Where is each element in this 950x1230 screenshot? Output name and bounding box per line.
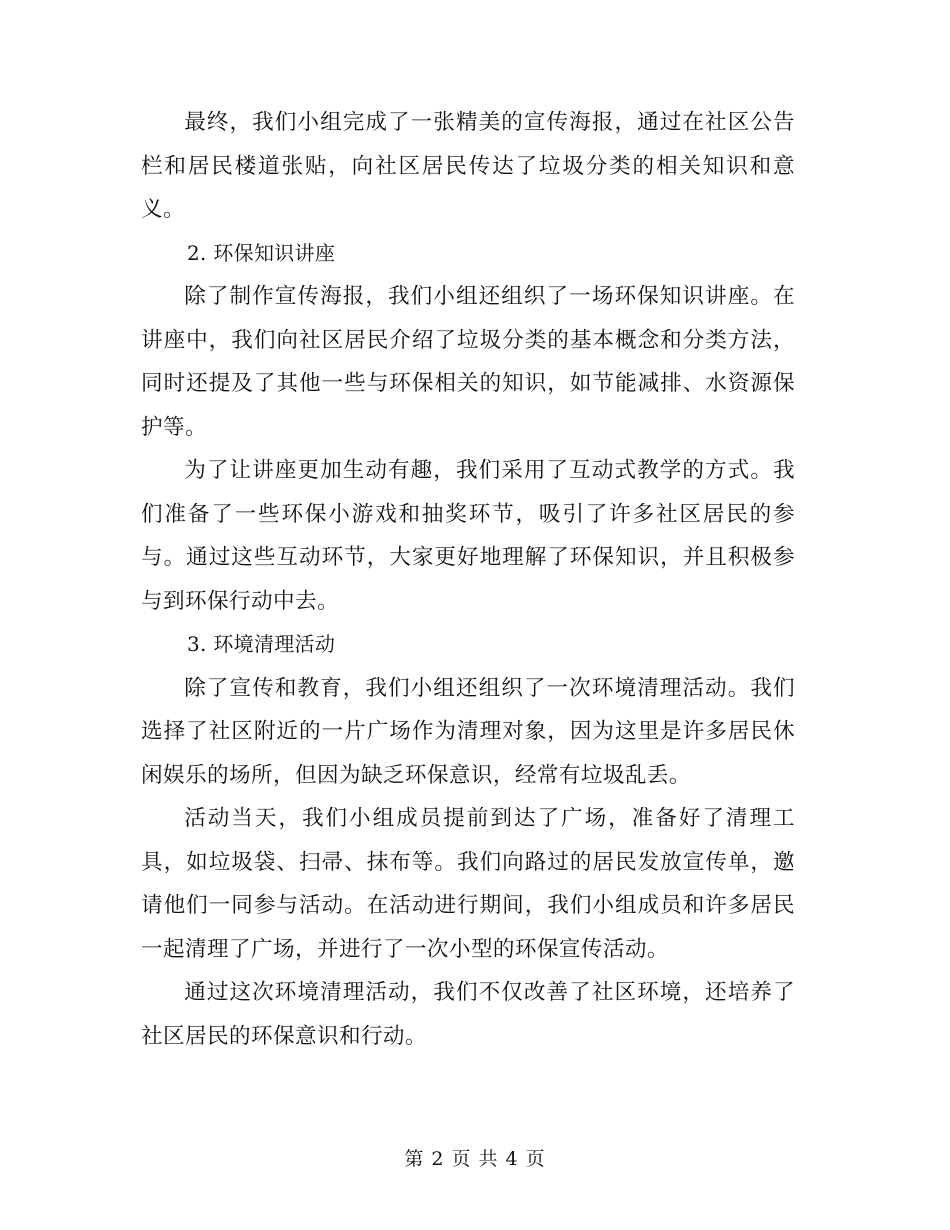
paragraph-lecture-interactive: 为了让讲座更加生动有趣，我们采用了互动式教学的方式。我们准备了一些环保小游戏和抽奖环节，吸引了许多社区居民的参与。通过这些互动环节，大家更好地理解了环保知识，并且积极参与到环保行动中去。 <box>141 458 795 614</box>
paragraph-cleanup-intro: 除了宣传和教育，我们小组还组织了一次环境清理活动。我们选择了社区附近的一片广场作为清理对象，因为这里是许多居民休闲娱乐的场所，但因为缺乏环保意识，经常有垃圾乱丢。 <box>141 675 795 788</box>
document-body <box>141 101 795 1058</box>
paragraph-cleanup-result: 通过这次环境清理活动，我们不仅改善了社区环境，还培养了社区居民的环保意识和行动。 <box>141 980 795 1049</box>
paragraph-cleanup-day: 活动当天，我们小组成员提前到达了广场，准备好了清理工具，如垃圾袋、扫帚、抹布等。我们向路过的居民发放宣传单，邀请他们一同参与活动。在活动进行期间，我们小组成员和许多居民一起清理了广场，并进行了一次小型的环保宣传活动。 <box>141 806 795 962</box>
paragraph-lecture-intro: 除了制作宣传海报，我们小组还组织了一场环保知识讲座。在讲座中，我们向社区居民介绍了垃圾分类的基本概念和分类方法，同时还提及了其他一些与环保相关的知识，如节能减排、水资源保护等。 <box>141 284 795 440</box>
section-heading-lecture: 2. 环保知识讲座 <box>187 240 336 265</box>
page-number-footer: 第 2 页 共 4 页 <box>404 1148 546 1170</box>
section-heading-cleanup: 3. 环境清理活动 <box>187 632 336 656</box>
paragraph-poster-result: 最终，我们小组完成了一张精美的宣传海报，通过在社区公告栏和居民楼道张贴，向社区居民传达了垃圾分类的相关知识和意义。 <box>141 110 795 222</box>
